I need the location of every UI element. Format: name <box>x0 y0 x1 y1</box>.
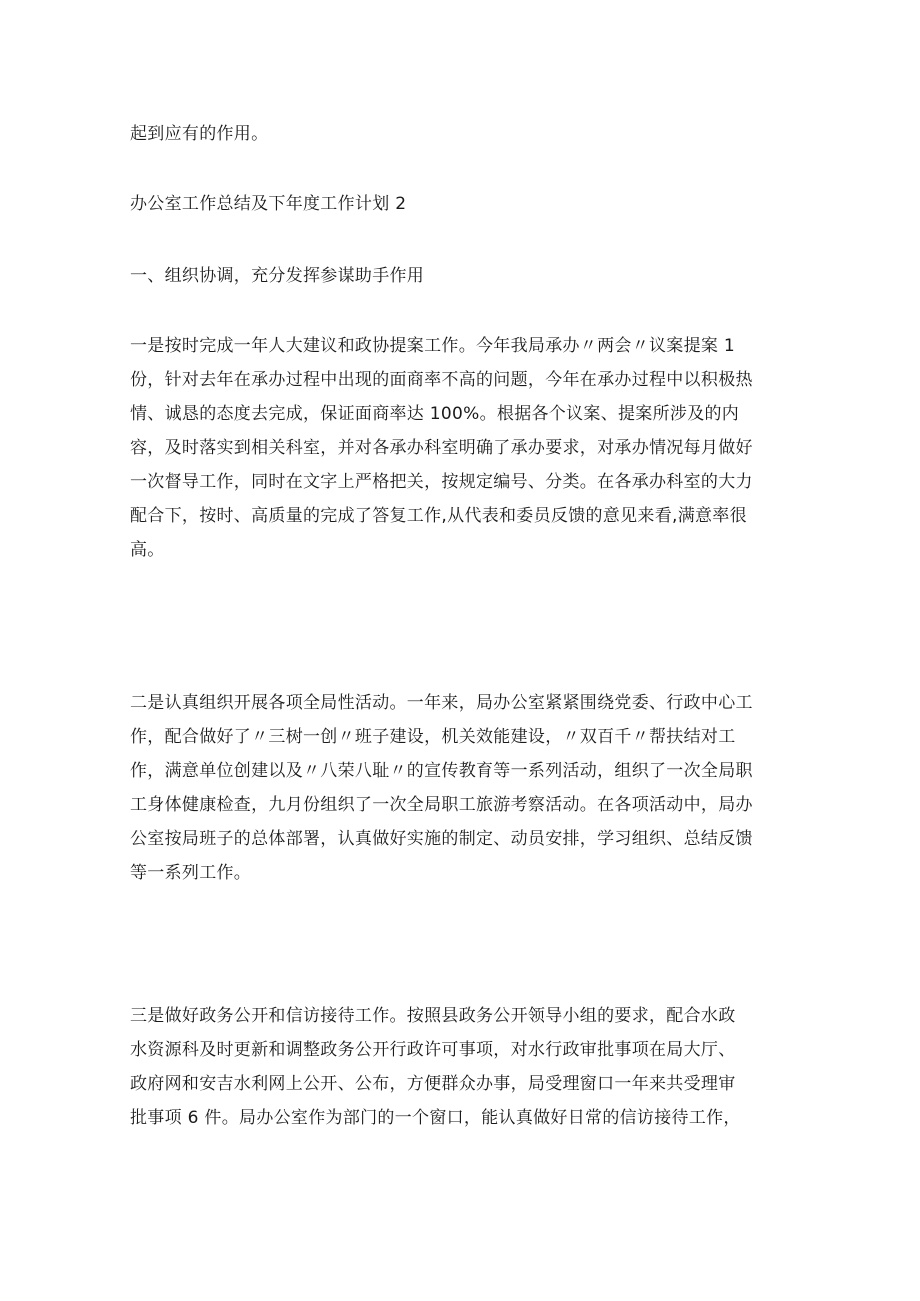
text-line: 配合下，按时、高质量的完成了答复工作,从代表和委员反馈的意见来看,满意率很 <box>130 506 747 526</box>
text-line: 一次督导工作，同时在文字上严格把关，按规定编号、分类。在各承办科室的大力 <box>130 472 753 492</box>
paragraph-closing-sentence <box>130 117 794 151</box>
section-title <box>130 187 794 221</box>
text-line: 情、诚恳的态度去完成，保证面商率达 100%。根据各个议案、提案所涉及的内 <box>130 404 740 424</box>
paragraph-activities <box>130 686 794 890</box>
text-line: 份，针对去年在承办过程中出现的面商率不高的问题，今年在承办过程中以积极热 <box>130 370 753 390</box>
text-line: 作，配合做好了〃三树一创〃班子建设，机关效能建设，〃双百千〃帮扶结对工 <box>130 727 736 747</box>
text-line: 政府网和安吉水利网上公开、公布，方便群众办事，局受理窗口一年来共受理审 <box>130 1074 736 1094</box>
text-line: 批事项 6 件。局办公室作为部门的一个窗口，能认真做好日常的信访接待工作， <box>130 1108 741 1128</box>
text-line: 一、组织协调，充分发挥参谋助手作用 <box>130 266 425 286</box>
text-line: 水资源科及时更新和调整政务公开行政许可事项，对水行政审批事项在局大厅、 <box>130 1040 736 1060</box>
text-line: 一是按时完成一年人大建议和政协提案工作。今年我局承办〃两会〃议案提案 1 <box>130 336 736 356</box>
text-line: 工身体健康检查，九月份组织了一次全局职工旅游考察活动。在各项活动中，局办 <box>130 795 753 815</box>
text-line: 高。 <box>130 540 165 560</box>
text-line: 办公室工作总结及下年度工作计划 2 <box>130 194 407 214</box>
text-line: 容，及时落实到相关科室，并对各承办科室明确了承办要求，对承办情况每月做好 <box>130 438 753 458</box>
text-line: 公室按局班子的总体部署，认真做好实施的制定、动员安排，学习组织、总结反馈 <box>130 829 753 849</box>
text-line: 起到应有的作用。 <box>130 124 269 144</box>
section-heading-1 <box>130 259 794 293</box>
paragraph-government-affairs <box>130 999 794 1135</box>
text-line: 三是做好政务公开和信访接待工作。按照县政务公开领导小组的要求，配合水政 <box>130 1006 736 1026</box>
paragraph-proposals <box>130 329 794 567</box>
text-line: 等一系列工作。 <box>130 863 252 883</box>
text-line: 作，满意单位创建以及〃八荣八耻〃的宣传教育等一系列活动，组织了一次全局职 <box>130 761 753 781</box>
text-line: 二是认真组织开展各项全局性活动。一年来，局办公室紧紧围绕党委、行政中心工 <box>130 693 753 713</box>
